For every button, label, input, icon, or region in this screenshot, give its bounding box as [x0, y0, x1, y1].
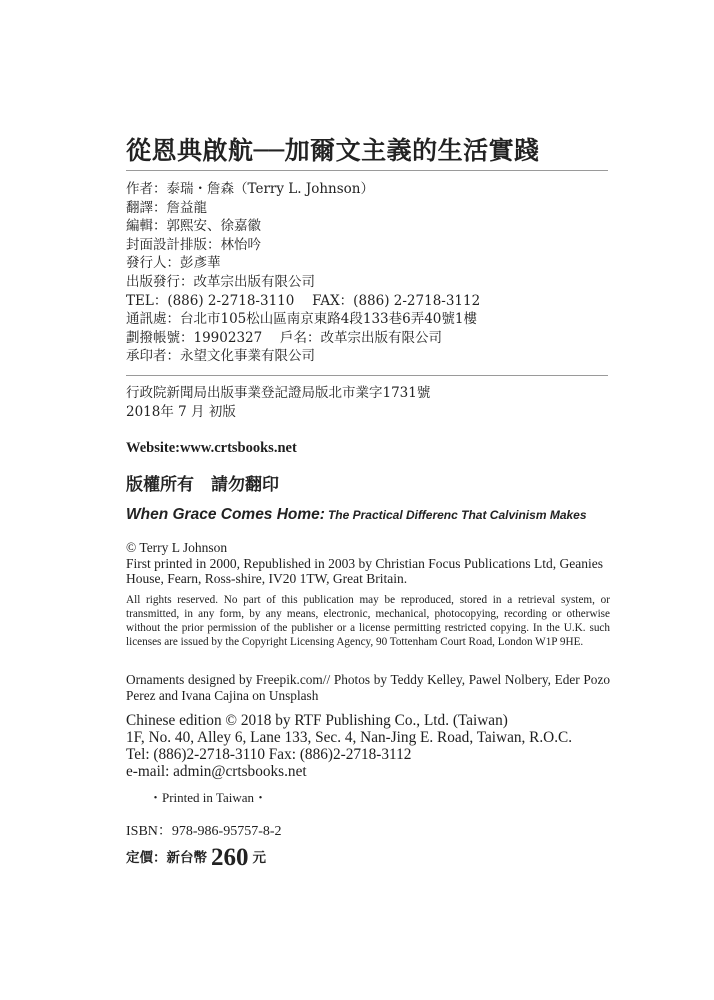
price-label: 定價：新台幣 — [126, 850, 207, 866]
registration-license: 行政院新聞局出版事業登記證局版北市業字1731號 — [126, 385, 431, 401]
book-title: 從恩典啟航──加爾文主義的生活實踐 — [126, 136, 540, 165]
price-unit: 元 — [252, 850, 266, 866]
chinese-edition-address: 1F, No. 40, Alley 6, Lane 133, Sec. 4, Nan-Jing E. Road, Taiwan, R.O.C. — [126, 729, 573, 746]
original-copyright-holder: © Terry L Johnson — [126, 540, 228, 555]
price-line — [126, 843, 266, 873]
website-link[interactable]: Website:www.crtsbooks.net — [126, 440, 297, 456]
original-title-sub: The Practical Differenc That Calvinism Makes — [327, 508, 587, 522]
chinese-edition-phone: Tel: (886)2-2718-3110 Fax: (886)2-2718-3112 — [126, 746, 412, 763]
divider-bottom — [126, 375, 608, 376]
original-title-main: When Grace Comes Home: — [126, 506, 325, 523]
registration-block — [126, 384, 430, 421]
credit-publishing-house: 出版發行：改革宗出版有限公司 — [126, 273, 315, 290]
divider-top — [126, 170, 608, 171]
printed-in-taiwan: ・Printed in Taiwan・ — [149, 790, 268, 805]
credit-author: 作者：泰瑞・詹森（Terry L. Johnson） — [126, 181, 374, 197]
credit-editor: 編輯：郭熙安、徐嘉徽 — [126, 218, 261, 235]
original-publisher-address: House, Fearn, Ross-shire, IV20 1TW, Great Britain. — [126, 571, 408, 586]
credit-printer: 承印者：永望文化事業有限公司 — [126, 348, 315, 365]
copyright-notice-cn: 版權所有 請勿翻印 — [126, 475, 279, 495]
credit-translator: 翻譯：詹益龍 — [126, 199, 207, 216]
isbn: ISBN：978-986-95757-8-2 — [126, 824, 282, 839]
rights-notice: All rights reserved. No part of this publication may be reproduced, stored in a retrieval system, or transmitted, in any form, by any means, electronic, mechanical, photocopying, recording or otherwise without the prior permission of the publisher or a license permitting restricted copying. In the U.K. such licenses are issued by the Copyright Licensing Agency, 90 Tottenham Court Road, London W1P 9HE. — [126, 594, 610, 648]
credits-list — [126, 180, 480, 366]
original-publication-history: First printed in 2000, Republished in 2003 by Christian Focus Publications Ltd, Geanies — [126, 555, 603, 571]
original-copyright — [126, 540, 610, 587]
original-title — [126, 506, 587, 524]
chinese-edition-copyright: Chinese edition © 2018 by RTF Publishing Co., Ltd. (Taiwan) — [126, 712, 508, 729]
credit-postal-account: 劃撥帳號：19902327 戶名：改革宗出版有限公司 — [126, 329, 443, 346]
credit-publisher: 發行人：彭彥華 — [126, 255, 221, 272]
credit-address: 通訊處：台北市105松山區南京東路4段133巷6弄40號1樓 — [126, 311, 477, 328]
price-amount: 260 — [211, 844, 249, 871]
edition-date: 2018年 7 月 初版 — [126, 403, 236, 420]
chinese-edition-email[interactable]: e-mail: admin@crtsbooks.net — [126, 763, 307, 780]
credit-cover-design: 封面設計排版：林怡吟 — [126, 236, 261, 253]
ornaments-credit: Ornaments designed by Freepik.com// Photos by Teddy Kelley, Pawel Nolbery, Eder Pozo Perez and Ivana Cajina on Unsplash — [126, 672, 610, 703]
chinese-edition-block — [126, 712, 572, 780]
credit-phone-fax: TEL：(886) 2-2718-3110 FAX：(886) 2-2718-3112 — [126, 292, 481, 309]
